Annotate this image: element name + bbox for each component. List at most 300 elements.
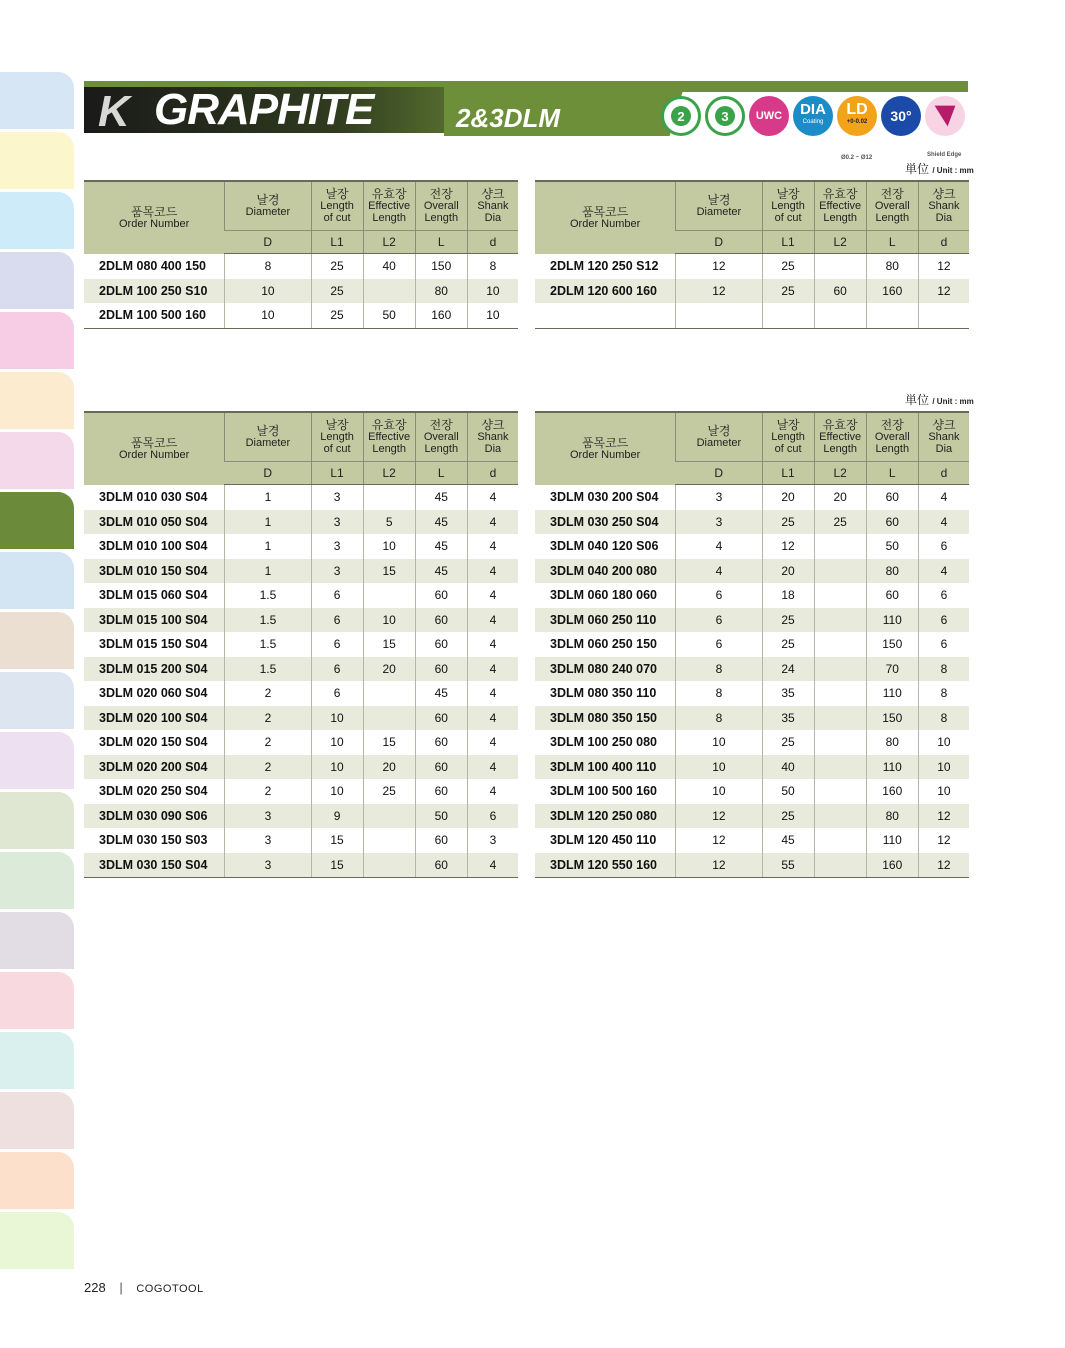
- cell-diameter: 8: [676, 681, 762, 706]
- column-header-text: 날장: [776, 187, 800, 201]
- column-header-text: 유효장: [371, 187, 407, 201]
- side-tab-20[interactable]: [0, 1212, 74, 1269]
- column-header-text: 품목코드: [581, 435, 629, 450]
- cell-length-of-cut: 3: [311, 485, 363, 510]
- cell-effective-length: 40: [363, 254, 415, 279]
- side-tab-2[interactable]: [0, 132, 74, 189]
- side-tab-17[interactable]: [0, 1032, 74, 1089]
- cell-order-number: 3DLM 030 200 S04: [550, 490, 659, 504]
- cell-length-of-cut: 3: [311, 510, 363, 535]
- column-header-text: 품목코드: [130, 204, 178, 219]
- cell-order-number: 3DLM 010 030 S04: [99, 490, 208, 504]
- table-row: [84, 534, 518, 559]
- cell-overall-length: 110: [866, 755, 918, 780]
- cell-overall-length: 60: [866, 583, 918, 608]
- cell-order-number: 3DLM 100 500 160: [550, 784, 658, 799]
- cell-overall-length: 60: [866, 510, 918, 535]
- series-k-logo: K: [98, 87, 128, 136]
- cell-overall-length: 80: [866, 559, 918, 584]
- cell-length-of-cut: 10: [311, 755, 363, 780]
- cell-length-of-cut: 25: [311, 279, 363, 304]
- cell-length-of-cut: 45: [762, 828, 814, 853]
- column-header-text: Dia: [484, 212, 502, 224]
- column-header-text: Overall: [874, 200, 910, 212]
- side-tab-18[interactable]: [0, 1092, 74, 1149]
- brand-name: COGOTOOL: [136, 1283, 204, 1295]
- column-header-text: 전장: [880, 418, 904, 432]
- cell-overall-length: 160: [866, 279, 918, 304]
- table-row: [535, 303, 969, 328]
- side-tab-1[interactable]: [0, 72, 74, 129]
- column-header-text: 날장: [325, 187, 349, 201]
- side-tab-15[interactable]: [0, 912, 74, 969]
- page-subtitle: 2&3DLM: [456, 103, 561, 133]
- cell-diameter: 1.5: [225, 632, 311, 657]
- table-row: [535, 608, 969, 633]
- column-header-text: Shank: [928, 431, 960, 443]
- cell-diameter: 1: [225, 485, 311, 510]
- cell-order-number: 3DLM 060 250 150: [550, 637, 658, 652]
- cell-effective-length: [814, 755, 866, 780]
- column-header-text: Length: [320, 431, 354, 443]
- table-row: [535, 559, 969, 584]
- cell-shank-dia: 10: [467, 303, 518, 328]
- column-header-text: Dia: [935, 212, 953, 224]
- cell-effective-length: [814, 583, 866, 608]
- table-row: [84, 254, 518, 279]
- column-header-length-of-cut: [762, 412, 814, 462]
- table-row: [535, 853, 969, 878]
- cell-shank-dia: 4: [918, 485, 969, 510]
- table-row: [84, 755, 518, 780]
- cell-diameter: 6: [676, 608, 762, 633]
- cell-overall-length: 160: [866, 779, 918, 804]
- side-tab-4[interactable]: [0, 252, 74, 309]
- cell-effective-length: [814, 779, 866, 804]
- side-tab-strip: [0, 72, 74, 1272]
- cell-order-number: 3DLM 020 250 S04: [99, 784, 208, 799]
- three-flute-icon: 3: [705, 96, 745, 136]
- cell-diameter: 3: [676, 510, 762, 535]
- cell-overall-length: 110: [866, 828, 918, 853]
- cell-shank-dia: 4: [467, 853, 518, 878]
- column-symbol-shank-dia: d: [467, 462, 518, 485]
- shield-edge-caption: Shield Edge: [927, 152, 962, 158]
- cell-effective-length: [363, 706, 415, 731]
- column-header-diameter: [676, 181, 762, 231]
- table-row: [84, 853, 518, 878]
- cell-length-of-cut: 25: [762, 730, 814, 755]
- cell-effective-length: [814, 303, 866, 328]
- column-header-length-of-cut: [311, 181, 363, 231]
- cell-length-of-cut: 25: [311, 254, 363, 279]
- table-row: [535, 279, 969, 304]
- column-symbol-length-of-cut: L1: [762, 462, 814, 485]
- cell-effective-length: [814, 706, 866, 731]
- column-symbol-diameter: D: [676, 231, 762, 254]
- table-row: [535, 779, 969, 804]
- table-row: [84, 583, 518, 608]
- side-tab-7[interactable]: [0, 432, 74, 489]
- cell-order-number: 3DLM 040 120 S06: [550, 539, 659, 554]
- cell-overall-length: 160: [866, 853, 918, 878]
- table-row: [84, 279, 518, 304]
- cell-order-number: 3DLM 030 250 S04: [535, 510, 676, 535]
- cell-shank-dia: 4: [467, 779, 518, 804]
- cell-diameter: 8: [225, 254, 311, 279]
- cell-overall-length: 150: [415, 254, 467, 279]
- column-header-effective-length: [814, 412, 866, 462]
- cell-order-number: 3DLM 020 060 S04: [99, 686, 208, 701]
- cell-diameter: 3: [225, 828, 311, 853]
- cell-length-of-cut: 15: [311, 853, 363, 878]
- cell-shank-dia: 4: [467, 755, 518, 780]
- cell-shank-dia: 10: [918, 755, 969, 780]
- side-tab-19[interactable]: [0, 1152, 74, 1209]
- cell-diameter: 1.5: [225, 583, 311, 608]
- side-tab-12[interactable]: [0, 732, 74, 789]
- side-tab-8[interactable]: [0, 492, 74, 549]
- column-header-text: 전장: [880, 187, 904, 201]
- side-tab-13[interactable]: [0, 792, 74, 849]
- column-header-text: Overall: [423, 200, 459, 212]
- cell-diameter: 10: [225, 303, 311, 328]
- cell-order-number: 3DLM 100 250 080: [550, 735, 658, 750]
- column-symbol-effective-length: L2: [814, 231, 866, 254]
- column-header-effective-length: [814, 181, 866, 231]
- column-header-overall-length: [415, 181, 467, 231]
- cell-diameter: 3: [225, 853, 311, 878]
- column-symbol-shank-dia: d: [467, 231, 518, 254]
- table-row: [84, 681, 518, 706]
- column-symbol-overall-length: L: [415, 462, 467, 485]
- cell-diameter: 2: [225, 681, 311, 706]
- table-row: [535, 828, 969, 853]
- table-row: [84, 303, 518, 328]
- table-row: [535, 583, 969, 608]
- column-symbol-effective-length: L2: [363, 462, 415, 485]
- tolerance-ld-icon: LD +0-0.02 Ø0.2 ~ Ø12: [837, 96, 877, 136]
- cell-diameter: 3: [225, 804, 311, 829]
- spec-table-2dlm-right: [535, 180, 969, 329]
- cell-effective-length: 20: [363, 657, 415, 682]
- column-header-text: Length: [372, 212, 406, 224]
- cell-effective-length: [363, 681, 415, 706]
- column-header-text: 날경: [707, 193, 731, 207]
- column-header-text: 날경: [256, 424, 280, 438]
- column-header-order-number: [535, 412, 676, 485]
- table-row: [84, 485, 518, 510]
- cell-order-number: 3DLM 010 050 S04: [84, 510, 225, 535]
- side-tab-5[interactable]: [0, 312, 74, 369]
- table-row: [84, 779, 518, 804]
- cell-diameter: 4: [676, 534, 762, 559]
- column-header-text: Order Number: [570, 217, 641, 230]
- side-tab-6[interactable]: [0, 372, 74, 429]
- cell-overall-length: 45: [415, 510, 467, 535]
- cell-order-number: 3DLM 030 090 S06: [84, 804, 225, 829]
- column-header-text: Order Number: [119, 217, 190, 230]
- cell-length-of-cut: 25: [762, 608, 814, 633]
- cell-effective-length: 10: [363, 534, 415, 559]
- cell-overall-length: 60: [415, 706, 467, 731]
- column-header-diameter: [225, 181, 311, 231]
- cell-diameter: 2: [225, 730, 311, 755]
- column-header-text: Order Number: [119, 448, 190, 461]
- cell-shank-dia: 6: [918, 608, 969, 633]
- column-header-text: Shank: [928, 200, 960, 212]
- column-header-text: Effective: [368, 431, 411, 443]
- column-header-text: Length: [424, 443, 459, 455]
- side-tab-11[interactable]: [0, 672, 74, 729]
- column-header-text: 날장: [325, 418, 349, 432]
- cell-order-number: 3DLM 030 150 S04: [84, 853, 225, 878]
- side-tab-14[interactable]: [0, 852, 74, 909]
- cell-diameter: 10: [676, 779, 762, 804]
- column-symbol-overall-length: L: [866, 231, 918, 254]
- column-header-text: Length: [771, 200, 805, 212]
- column-symbol-length-of-cut: L1: [311, 462, 363, 485]
- two-flute-icon: 2: [661, 96, 701, 136]
- uwc-icon: UWC: [749, 96, 789, 136]
- cell-order-number: 3DLM 015 100 S04: [84, 608, 225, 633]
- cell-shank-dia: 6: [918, 583, 969, 608]
- cell-length-of-cut: [762, 303, 814, 328]
- cell-shank-dia: 4: [467, 485, 518, 510]
- cell-shank-dia: 4: [918, 510, 969, 535]
- cell-overall-length: 50: [415, 804, 467, 829]
- column-symbol-diameter: D: [225, 462, 311, 485]
- cell-diameter: 12: [676, 828, 762, 853]
- cell-diameter: 2: [225, 779, 311, 804]
- cell-order-number: 3DLM 020 150 S04: [99, 735, 208, 750]
- column-header-effective-length: [363, 181, 415, 231]
- cell-order-number: 3DLM 020 100 S04: [84, 706, 225, 731]
- cell-overall-length: 60: [415, 730, 467, 755]
- footer-separator: |: [119, 1280, 123, 1295]
- cell-effective-length: 15: [363, 730, 415, 755]
- table-row: [535, 254, 969, 279]
- cell-overall-length: 45: [415, 681, 467, 706]
- cell-length-of-cut: 25: [762, 632, 814, 657]
- cell-overall-length: 60: [415, 632, 467, 657]
- column-symbol-overall-length: L: [866, 462, 918, 485]
- cell-shank-dia: 6: [467, 804, 518, 829]
- cell-diameter: [676, 303, 762, 328]
- cell-order-number: 2DLM 120 250 S12: [550, 259, 659, 273]
- cell-order-number: 2DLM 120 600 160: [535, 279, 676, 304]
- cell-overall-length: 70: [866, 657, 918, 682]
- cell-diameter: 1: [225, 534, 311, 559]
- column-symbol-length-of-cut: L1: [762, 231, 814, 254]
- cell-length-of-cut: 25: [762, 804, 814, 829]
- cell-overall-length: 60: [866, 485, 918, 510]
- cell-diameter: 1: [225, 559, 311, 584]
- cell-overall-length: 150: [866, 706, 918, 731]
- cell-effective-length: 50: [363, 303, 415, 328]
- column-header-text: Length: [875, 443, 910, 455]
- spec-table-3dlm-right: [535, 411, 969, 878]
- cell-overall-length: 60: [415, 828, 467, 853]
- table-row: [535, 485, 969, 510]
- cell-shank-dia: 12: [918, 279, 969, 304]
- cell-diameter: 1: [225, 510, 311, 535]
- cell-overall-length: [866, 303, 918, 328]
- cell-length-of-cut: 10: [311, 779, 363, 804]
- column-header-overall-length: [866, 181, 918, 231]
- cell-overall-length: 60: [415, 657, 467, 682]
- cell-length-of-cut: 3: [311, 559, 363, 584]
- column-header-text: 날경: [256, 193, 280, 207]
- cell-overall-length: 60: [415, 755, 467, 780]
- cell-length-of-cut: 35: [762, 681, 814, 706]
- cell-shank-dia: 10: [467, 279, 518, 304]
- cell-effective-length: 60: [814, 279, 866, 304]
- page-title: GRAPHITE: [154, 85, 374, 134]
- cell-order-number: 3DLM 120 450 110: [550, 833, 657, 848]
- cell-overall-length: 60: [415, 779, 467, 804]
- cell-diameter: 8: [676, 706, 762, 731]
- cell-overall-length: 160: [415, 303, 467, 328]
- column-header-text: Shank: [477, 431, 509, 443]
- cell-effective-length: [814, 534, 866, 559]
- table-row: [84, 608, 518, 633]
- cell-length-of-cut: 40: [762, 755, 814, 780]
- cell-shank-dia: 12: [918, 804, 969, 829]
- page-number: 228: [84, 1280, 106, 1295]
- cell-order-number: 3DLM 080 350 110: [550, 686, 657, 701]
- cell-shank-dia: 4: [467, 657, 518, 682]
- table-row: [535, 534, 969, 559]
- cell-effective-length: [814, 828, 866, 853]
- column-symbol-shank-dia: d: [918, 462, 969, 485]
- column-header-text: 전장: [429, 187, 453, 201]
- cell-diameter: 12: [676, 804, 762, 829]
- cell-effective-length: [814, 608, 866, 633]
- column-header-text: Overall: [423, 431, 459, 443]
- cell-overall-length: 150: [866, 632, 918, 657]
- column-header-text: 품목코드: [130, 435, 178, 450]
- cell-effective-length: [814, 657, 866, 682]
- cell-effective-length: [814, 559, 866, 584]
- cell-effective-length: [363, 279, 415, 304]
- column-header-text: Length: [823, 443, 857, 455]
- side-tab-3[interactable]: [0, 192, 74, 249]
- cell-overall-length: 110: [866, 608, 918, 633]
- column-symbol-overall-length: L: [415, 231, 467, 254]
- unit-label-bottom: 単位 / Unit : mm: [905, 393, 974, 407]
- cell-overall-length: 80: [415, 279, 467, 304]
- cell-overall-length: 110: [866, 681, 918, 706]
- cell-effective-length: 25: [814, 510, 866, 535]
- cell-shank-dia: 3: [467, 828, 518, 853]
- column-header-text: Length: [823, 212, 857, 224]
- column-header-text: Length: [875, 212, 910, 224]
- column-header-text: 전장: [429, 418, 453, 432]
- column-symbol-effective-length: L2: [363, 231, 415, 254]
- column-header-text: 샹크: [481, 418, 505, 432]
- cell-effective-length: [363, 853, 415, 878]
- column-header-text: Effective: [819, 431, 862, 443]
- cell-length-of-cut: 10: [311, 706, 363, 731]
- cell-diameter: 6: [676, 632, 762, 657]
- cell-order-number: 3DLM 020 200 S04: [84, 755, 225, 780]
- column-header-overall-length: [415, 412, 467, 462]
- column-header-text: of cut: [323, 443, 351, 455]
- spec-table-2dlm-left: [84, 180, 518, 329]
- cell-length-of-cut: 25: [311, 303, 363, 328]
- table-row: [84, 706, 518, 731]
- side-tab-9[interactable]: [0, 552, 74, 609]
- column-header-effective-length: [363, 412, 415, 462]
- cell-order-number: 3DLM 120 550 160: [535, 853, 676, 878]
- column-header-text: of cut: [774, 212, 802, 224]
- column-header-text: 샹크: [481, 187, 505, 201]
- cell-diameter: 1.5: [225, 608, 311, 633]
- column-header-text: Overall: [874, 431, 910, 443]
- cell-effective-length: 20: [363, 755, 415, 780]
- cell-shank-dia: 4: [467, 608, 518, 633]
- cell-effective-length: [814, 804, 866, 829]
- cell-shank-dia: 4: [467, 632, 518, 657]
- cell-order-number: 3DLM 015 150 S04: [99, 637, 208, 652]
- cell-overall-length: 60: [415, 583, 467, 608]
- cell-shank-dia: 4: [467, 730, 518, 755]
- cell-length-of-cut: 55: [762, 853, 814, 878]
- cell-effective-length: [363, 804, 415, 829]
- cell-length-of-cut: 12: [762, 534, 814, 559]
- column-header-text: 샹크: [932, 187, 956, 201]
- cell-effective-length: 15: [363, 632, 415, 657]
- cell-diameter: 10: [676, 730, 762, 755]
- cell-overall-length: 45: [415, 485, 467, 510]
- shield-edge-icon: [925, 96, 965, 158]
- cell-effective-length: [814, 853, 866, 878]
- cell-shank-dia: 4: [918, 559, 969, 584]
- table-row: [84, 828, 518, 853]
- cell-length-of-cut: 50: [762, 779, 814, 804]
- cell-length-of-cut: 6: [311, 608, 363, 633]
- column-header-shank-dia: [918, 412, 969, 462]
- cell-diameter: 3: [676, 485, 762, 510]
- cell-shank-dia: 4: [467, 583, 518, 608]
- cell-effective-length: 5: [363, 510, 415, 535]
- column-header-text: 유효장: [371, 418, 407, 432]
- column-header-text: Shank: [477, 200, 509, 212]
- column-header-order-number: [84, 181, 225, 254]
- column-header-text: Length: [320, 200, 354, 212]
- column-header-text: Dia: [935, 443, 953, 455]
- column-header-text: Effective: [819, 200, 862, 212]
- cell-length-of-cut: 25: [762, 279, 814, 304]
- side-tab-16[interactable]: [0, 972, 74, 1029]
- column-header-text: 날장: [776, 418, 800, 432]
- cell-order-number: 2DLM 100 250 S10: [84, 279, 225, 304]
- cell-length-of-cut: 9: [311, 804, 363, 829]
- cell-diameter: 10: [676, 755, 762, 780]
- cell-shank-dia: 6: [918, 534, 969, 559]
- cell-effective-length: [363, 485, 415, 510]
- cell-overall-length: 60: [415, 853, 467, 878]
- cell-shank-dia: [918, 303, 969, 328]
- side-tab-10[interactable]: [0, 612, 74, 669]
- cell-order-number: [535, 303, 676, 328]
- cell-overall-length: 60: [415, 608, 467, 633]
- cell-shank-dia: 10: [918, 730, 969, 755]
- cell-order-number: 3DLM 030 150 S03: [99, 833, 208, 848]
- table-row: [535, 632, 969, 657]
- column-header-text: Diameter: [245, 206, 291, 218]
